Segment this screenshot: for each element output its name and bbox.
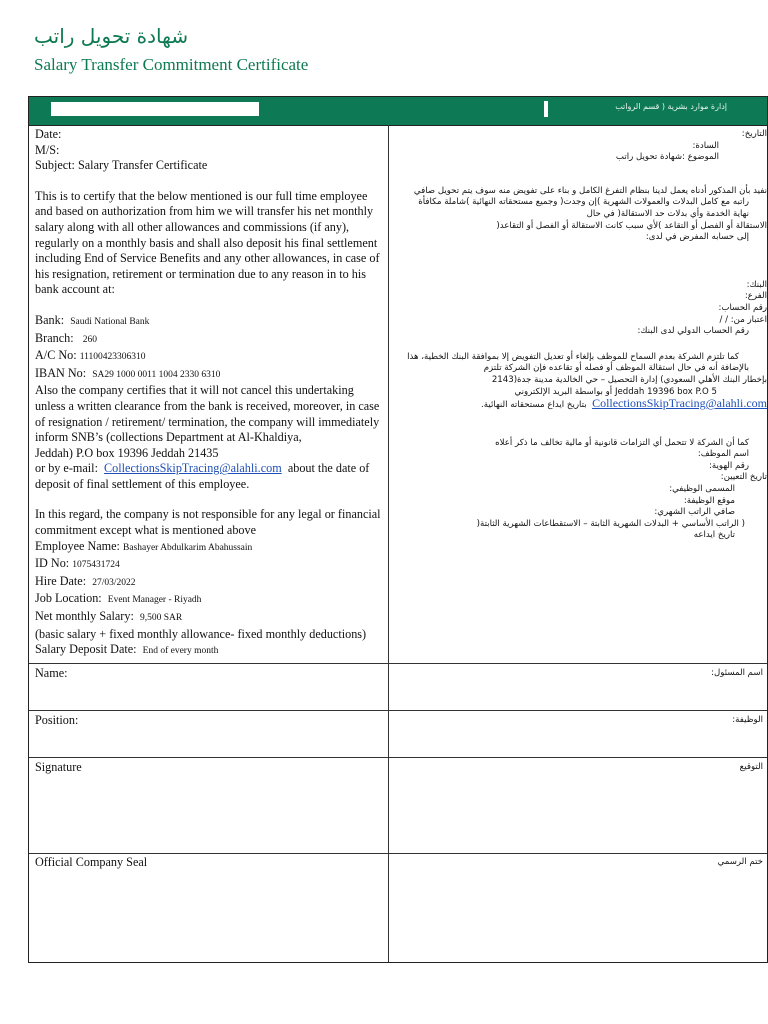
ar-branch: الفرع: [744,291,767,302]
iban-row [35,366,383,384]
ar-deposit: تاريخ ايداعه [693,530,735,541]
english-column [35,127,383,660]
ar-date: التاريخ: [741,129,767,139]
deposit-value: End of every month [142,646,219,657]
employee-name-row [35,539,383,557]
position-label: Position: [35,713,79,727]
responsibility-paragraph: In this regard, the company is not responsible for any legal or financial commitment except what is mentioned above [35,507,381,538]
ar-para1-line1: نفيد بأن المذكور أدناه يعمل لدينا بنظام التفرغ الكامل و بناء على تفويض منه سوف يتم تحويل صافي [413,185,767,196]
salary-note-text: (basic salary + fixed monthly allowance- fixed monthly deductions) Salary Deposit Date: [35,626,367,657]
branch-row [35,331,383,349]
iban-label: IBAN No: [35,365,87,380]
header-bar-text: إدارة موارد بشرية ( قسم الرواتب [615,102,727,111]
row-divider [29,710,767,711]
id-label: ID No: [35,556,70,571]
signature-label: Signature [35,760,82,774]
header-input-field[interactable] [51,102,259,116]
ar-from: اعتبار من: / / [719,314,767,325]
date-label: Date: [35,127,62,141]
email-suffix: about the date of deposit of final settlement of this employee. [35,461,370,491]
bank-value: Saudi National Bank [70,316,150,327]
ar-account: رقم الحساب: [718,302,767,313]
email-prefix: or by e-mail: [35,461,98,476]
ar-para2-line3: بإخطار البنك الأهلي السعودي) إدارة التحصيل – حي الخالدية مدينة جدة(2143 [491,374,767,385]
ar-ms: السادة: [692,140,719,151]
ar-para1-line3: نهاية الخدمة وأي بدلات حد الاستقالة( في حال [586,208,749,219]
ar-para2-line1: كما تلتزم الشركة بعدم السماح للموظف بإلغاء أو تعديل التفويض إلا بموافقة البنك الخطية، هذا [407,351,739,362]
job-row [35,591,383,609]
branch-label: Branch: [35,330,74,345]
ar-para2-line4: Jeddah 19396 box P.O 5 أو بواسطة البريد الإلكتروني [514,386,717,397]
signature-label-ar: التوقيع [739,762,763,772]
salary-label: Net monthly Salary: [35,609,134,624]
ar-salary: صافي الراتب الشهري: [654,507,735,518]
po-box-line: Jeddah) P.O box 19396 Jeddah 21435 [35,445,219,460]
header-marker [544,101,548,117]
position-label-ar: الوظيفة: [732,715,763,725]
ar-hire: تاريخ التعيين: [720,472,767,483]
column-divider [388,125,389,962]
ar-para1-line2: راتبه مع كامل البدلات والعمولات الشهرية )إن وجدت( وجميع مستحقاته النهائية )شاملة مكافأة [418,197,749,208]
job-value: Event Manager - Riyadh [107,595,202,606]
seal-label: Official Company Seal [35,855,148,869]
ms-label: M/S: [35,142,60,157]
id-value: 1075431724 [72,560,120,571]
ar-para1-line5: إلى حسابه المفرض في لدى: [645,232,749,243]
branch-value: 260 [82,334,97,345]
title-arabic: شهادة تحويل راتب [34,24,189,48]
account-row [35,348,383,366]
title-english: Salary Transfer Commitment Certificate [34,55,309,74]
ar-job: المسمى الوظيفي: [669,484,735,495]
hire-row [35,574,383,592]
ar-subject: الموضوع :شهادة تحويل راتب [615,152,719,163]
ar-bank: البنك: [746,279,767,290]
salary-value: 9,500 SAR [139,613,183,624]
row-divider [29,757,767,758]
seal-label-ar: ختم الرسمي [717,857,763,867]
account-label: A/C No: [35,348,77,363]
ar-para2-line5: بتاريخ ايداع مستحقاته النهائية. [481,400,587,411]
salary-row [35,609,383,627]
hire-value: 27/03/2022 [92,577,136,588]
ar-emp-name: اسم الموظف: [697,449,749,460]
arabic-column [392,129,767,542]
certificate-form [28,96,768,963]
account-value: 11100423306310 [79,352,146,363]
bank-label: Bank: [35,312,65,327]
subject-line: Subject: Salary Transfer Certificate [35,158,208,173]
ar-para2-line2: بالإضافة أنه في حال استقالة الموظف أو فصله أو تقاعده فإن الشركة تلتزم [483,363,749,374]
ar-para1-line4: الاستقالة أو الفصل أو التقاعد )لأي سبب كانت الاستقالة أو الفصل أو التقاعد( [496,220,767,231]
employee-name-value: Bashayer Abdulkarim Abahussain [123,542,253,553]
ar-location: موقع الوظيفة: [683,495,735,506]
ar-salary-note: ( الراتب الأساسي + البدلات الشهرية الثابتة – الاستقطاعات الشهرية الثابتة( [476,518,745,529]
hire-label: Hire Date: [35,573,87,588]
salary-note [35,627,383,660]
commitment-paragraph: Also the company certifies that it will not cancel this undertaking unless a written clearance from the bank is received, moreover, in case of resignation / retirement/ termination, the company will immediately inform SNB’s (collections Department at Al-Khaldiya, [35,383,380,445]
row-divider [29,853,767,854]
certify-paragraph: This is to certify that the below mentioned is our full time employee and based on authorization from him we will transfer his net monthly salary along with all other allowances and commissions (if any), regularly on a monthly basis and shall also deposit his final settlement including End of Service Benefits and any other allowances, in case of his resignation, retirement or termination due to any reason in to his bank account at: [35,188,380,297]
ar-para3: كما أن الشركة لا تتحمل أي التزامات قانونية أو مالية تخالف ما ذكر أعلاه [495,437,749,448]
bank-row [35,313,383,331]
iban-value: SA29 1000 0011 1004 2330 6310 [92,369,221,380]
ar-iban: رقم الحساب الدولي لدى البنك: [637,326,749,337]
name-label-ar: اسم المسئول: [711,668,763,678]
job-label: Job Location: [35,591,102,606]
ar-email-link[interactable]: CollectionsSkipTracing@alahli.com [592,396,767,411]
name-label: Name: [35,666,68,680]
ar-id: رقم الهوية: [708,460,749,471]
email-link[interactable]: CollectionsSkipTracing@alahli.com [104,461,282,476]
header-bar [29,97,767,126]
email-line [35,461,383,492]
id-row [35,556,383,574]
row-divider [29,663,767,664]
ar-email-row [392,398,767,412]
employee-name-label: Employee Name: [35,538,120,553]
